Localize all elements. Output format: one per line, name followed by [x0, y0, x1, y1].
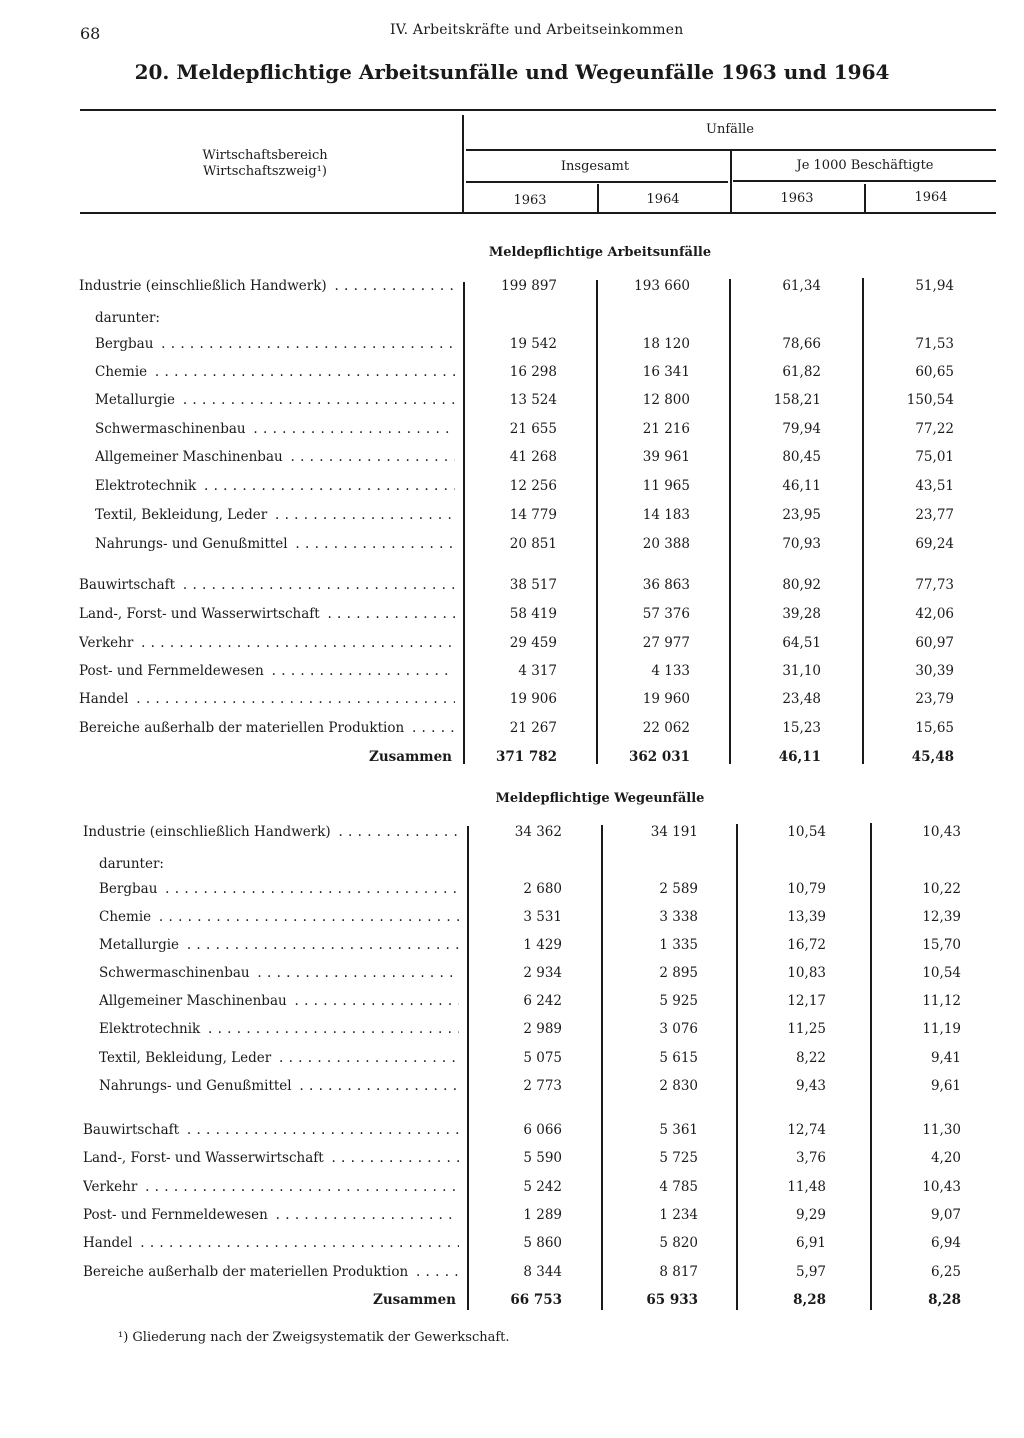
year-header-2: 1964 [646, 192, 680, 207]
table-row [0, 881, 1024, 901]
cell-value: 39,28 [782, 606, 821, 622]
cell-value: 46,11 [782, 478, 821, 494]
cell-value: 9,07 [930, 1207, 961, 1223]
subheader-rule-right [733, 180, 996, 182]
row-label [95, 310, 455, 326]
row-label-text: Handel [79, 691, 131, 707]
cell-value: 57 376 [642, 606, 690, 622]
row-label-text: Metallurgie [95, 392, 178, 408]
table-row [0, 965, 1024, 985]
cell-value: 12,74 [787, 1122, 826, 1138]
subheader-divider [730, 150, 732, 213]
cell-value: 3 076 [659, 1021, 698, 1037]
header-divider-main [462, 115, 464, 213]
row-label [79, 720, 455, 736]
cell-value: 70,93 [782, 536, 821, 552]
table-row [0, 909, 1024, 929]
row-label-header-line1: Wirtschaftsbereich [202, 148, 328, 163]
row-label-text: Textil, Bekleidung, Leder [99, 1050, 274, 1066]
table-row [0, 749, 1024, 769]
table-title: 20. Meldepflichtige Arbeitsunfälle und Wegeunfälle 1963 und 1964 [134, 60, 890, 84]
row-label-text: Handel [83, 1235, 135, 1251]
table-row [0, 1150, 1024, 1170]
cell-value: 21 655 [509, 421, 557, 437]
cell-value: 43,51 [915, 478, 954, 494]
cell-value: 3 338 [659, 909, 698, 925]
cell-value: 4 317 [518, 663, 557, 679]
cell-value: 42,06 [915, 606, 954, 622]
cell-value: 19 960 [642, 691, 690, 707]
cell-value: 10,43 [922, 824, 961, 840]
table-row [0, 536, 1024, 556]
row-label [99, 1050, 459, 1066]
row-label [83, 1150, 459, 1166]
cell-value: 10,54 [787, 824, 826, 840]
cell-value: 21 216 [642, 421, 690, 437]
subheader-je-1000: Je 1000 Beschäftigte [796, 158, 934, 173]
row-label [83, 824, 459, 840]
cell-value: 60,97 [915, 635, 954, 651]
cell-value: 16 298 [509, 364, 557, 380]
row-label [79, 606, 455, 622]
header-top-rule [80, 109, 996, 111]
group-header-unfaelle: Unfälle [706, 122, 754, 137]
cell-value: 1 335 [659, 937, 698, 953]
table-row [0, 937, 1024, 957]
cell-value: 45,48 [911, 749, 954, 765]
cell-value: 9,29 [795, 1207, 826, 1223]
cell-value: 14 779 [509, 507, 557, 523]
cell-value: 34 362 [514, 824, 562, 840]
cell-value: 8,28 [793, 1292, 826, 1308]
row-label-text: Verkehr [83, 1179, 140, 1195]
row-label-text: Industrie (einschließlich Handwerk) [79, 278, 330, 294]
cell-value: 23,95 [782, 507, 821, 523]
cell-value: 1 429 [523, 937, 562, 953]
row-label-text: Nahrungs- und Genußmittel [99, 1078, 295, 1094]
cell-value: 80,45 [782, 449, 821, 465]
cell-value: 4 785 [659, 1179, 698, 1195]
cell-value: 8 344 [523, 1264, 562, 1280]
cell-value: 20 388 [642, 536, 690, 552]
cell-value: 193 660 [634, 278, 690, 294]
cell-value: 150,54 [906, 392, 954, 408]
table-row [0, 1050, 1024, 1070]
row-label-text: darunter: [95, 310, 163, 326]
cell-value: 69,24 [915, 536, 954, 552]
cell-value: 60,65 [915, 364, 954, 380]
row-label [95, 449, 455, 465]
cell-value: 4,20 [930, 1150, 961, 1166]
table-row [0, 421, 1024, 441]
year-header-3: 1963 [780, 191, 814, 206]
cell-value: 27 977 [642, 635, 690, 651]
subheader-insgesamt: Insgesamt [560, 159, 630, 174]
cell-value: 2 830 [659, 1078, 698, 1094]
cell-value: 2 934 [523, 965, 562, 981]
table-row [0, 720, 1024, 740]
cell-value: 31,10 [782, 663, 821, 679]
cell-value: 10,54 [922, 965, 961, 981]
cell-value: 77,73 [915, 577, 954, 593]
table-row [0, 478, 1024, 498]
row-label [99, 909, 459, 925]
row-label-text: Industrie (einschließlich Handwerk) [83, 824, 334, 840]
row-label [79, 663, 455, 679]
row-label [83, 1179, 459, 1195]
table-row [0, 278, 1024, 298]
cell-value: 3,76 [795, 1150, 826, 1166]
cell-value: 14 183 [642, 507, 690, 523]
table-row [0, 635, 1024, 655]
row-label [99, 856, 459, 872]
cell-value: 10,22 [922, 881, 961, 897]
row-label [83, 1122, 459, 1138]
row-label [99, 1078, 459, 1094]
cell-value: 4 133 [651, 663, 690, 679]
row-label-text: Land-, Forst- und Wasserwirtschaft [83, 1150, 327, 1166]
row-label [95, 536, 455, 552]
row-label-text: Schwermaschinenbau [95, 421, 249, 437]
cell-value: 19 542 [509, 336, 557, 352]
cell-value: 12,17 [787, 993, 826, 1009]
table-row [0, 449, 1024, 469]
cell-value: 12,39 [922, 909, 961, 925]
footnote: ¹) Gliederung nach der Zweigsystematik der Gewerkschaft. [118, 1330, 510, 1345]
row-label-text: Bauwirtschaft [79, 577, 178, 593]
cell-value: 11,48 [787, 1179, 826, 1195]
cell-value: 6 066 [523, 1122, 562, 1138]
cell-value: 5 860 [523, 1235, 562, 1251]
cell-value: 2 989 [523, 1021, 562, 1037]
cell-value: 22 062 [642, 720, 690, 736]
cell-value: 65 933 [646, 1292, 698, 1308]
row-label [99, 993, 459, 1009]
cell-value: 11,19 [922, 1021, 961, 1037]
header-bottom-rule [80, 212, 996, 214]
cell-value: 75,01 [915, 449, 954, 465]
cell-value: 158,21 [773, 392, 821, 408]
table-row [0, 1078, 1024, 1098]
cell-value: 15,65 [915, 720, 954, 736]
table-row [0, 1292, 1024, 1312]
row-label [95, 364, 455, 380]
cell-value: 77,22 [915, 421, 954, 437]
cell-value: 6,94 [930, 1235, 961, 1251]
cell-value: 13,39 [787, 909, 826, 925]
cell-value: 41 268 [509, 449, 557, 465]
row-label-text: Post- und Fernmeldewesen [83, 1207, 271, 1223]
row-label [95, 336, 455, 352]
cell-value: 15,23 [782, 720, 821, 736]
row-label [339, 1292, 459, 1308]
cell-value: 12 256 [509, 478, 557, 494]
table-row [0, 663, 1024, 683]
subheader-rule-left [466, 181, 728, 183]
running-head: IV. Arbeitskräfte und Arbeitseinkommen [390, 22, 684, 38]
section-title-arbeitsunfaelle: Meldepflichtige Arbeitsunfälle [488, 245, 712, 260]
cell-value: 18 120 [642, 336, 690, 352]
cell-value: 2 680 [523, 881, 562, 897]
row-label-text: Allgemeiner Maschinenbau [95, 449, 286, 465]
cell-value: 46,11 [778, 749, 821, 765]
row-label-text: Bauwirtschaft [83, 1122, 182, 1138]
cell-value: 13 524 [509, 392, 557, 408]
cell-value: 11 965 [642, 478, 690, 494]
cell-value: 61,34 [782, 278, 821, 294]
cell-value: 61,82 [782, 364, 821, 380]
row-label-header [150, 148, 380, 180]
row-label-text: Chemie [99, 909, 154, 925]
year-header-4: 1964 [914, 190, 948, 205]
row-label [79, 691, 455, 707]
row-label-text: Nahrungs- und Genußmittel [95, 536, 291, 552]
cell-value: 30,39 [915, 663, 954, 679]
cell-value: 29 459 [509, 635, 557, 651]
cell-value: 79,94 [782, 421, 821, 437]
row-label-text: Elektrotechnik [99, 1021, 203, 1037]
row-label-text: Bergbau [99, 881, 160, 897]
row-label [95, 392, 455, 408]
row-label [79, 635, 455, 651]
cell-value: 51,94 [915, 278, 954, 294]
row-label [99, 881, 459, 897]
row-label-text: Zusammen [369, 749, 455, 765]
table-row [0, 1179, 1024, 1199]
year-divider-3 [864, 184, 866, 212]
row-label [83, 1207, 459, 1223]
cell-value: 6 242 [523, 993, 562, 1009]
table-row [0, 364, 1024, 384]
cell-value: 6,91 [795, 1235, 826, 1251]
cell-value: 20 851 [509, 536, 557, 552]
cell-value: 5 615 [659, 1050, 698, 1066]
table-row [0, 606, 1024, 626]
cell-value: 23,48 [782, 691, 821, 707]
cell-value: 71,53 [915, 336, 954, 352]
table-row [0, 577, 1024, 597]
row-label-text: Post- und Fernmeldewesen [79, 663, 267, 679]
table-row [0, 1207, 1024, 1227]
cell-value: 2 589 [659, 881, 698, 897]
cell-value: 21 267 [509, 720, 557, 736]
cell-value: 10,79 [787, 881, 826, 897]
year-header-1: 1963 [513, 193, 547, 208]
cell-value: 9,61 [930, 1078, 961, 1094]
table-row [0, 824, 1024, 844]
cell-value: 19 906 [509, 691, 557, 707]
table-row [0, 1021, 1024, 1041]
cell-value: 11,25 [787, 1021, 826, 1037]
cell-value: 34 191 [650, 824, 698, 840]
table-row [0, 392, 1024, 412]
row-label-text: Elektrotechnik [95, 478, 199, 494]
cell-value: 9,41 [930, 1050, 961, 1066]
row-label-text: Allgemeiner Maschinenbau [99, 993, 290, 1009]
cell-value: 1 234 [659, 1207, 698, 1223]
row-label [99, 1021, 459, 1037]
cell-value: 362 031 [628, 749, 690, 765]
cell-value: 5 925 [659, 993, 698, 1009]
row-label [83, 1264, 459, 1280]
row-label [79, 577, 455, 593]
cell-value: 5 075 [523, 1050, 562, 1066]
row-label [83, 1235, 459, 1251]
cell-value: 39 961 [642, 449, 690, 465]
row-label-text: Bereiche außerhalb der materiellen Produktion [79, 720, 407, 736]
cell-value: 16 341 [642, 364, 690, 380]
cell-value: 5 725 [659, 1150, 698, 1166]
table-row [0, 993, 1024, 1013]
table-row [0, 336, 1024, 356]
cell-value: 1 289 [523, 1207, 562, 1223]
row-label [95, 478, 455, 494]
year-divider-1 [597, 184, 599, 212]
cell-value: 5 820 [659, 1235, 698, 1251]
cell-value: 16,72 [787, 937, 826, 953]
cell-value: 10,43 [922, 1179, 961, 1195]
cell-value: 11,30 [922, 1122, 961, 1138]
cell-value: 11,12 [922, 993, 961, 1009]
cell-value: 199 897 [501, 278, 557, 294]
cell-value: 5,97 [795, 1264, 826, 1280]
section-title-wegeunfaelle: Meldepflichtige Wegeunfälle [495, 791, 705, 806]
row-label-text: Chemie [95, 364, 150, 380]
cell-value: 66 753 [510, 1292, 562, 1308]
row-label [99, 965, 459, 981]
table-row [0, 1235, 1024, 1255]
cell-value: 23,77 [915, 507, 954, 523]
table-row [0, 1122, 1024, 1142]
row-label-text: Zusammen [373, 1292, 459, 1308]
table-row [0, 507, 1024, 527]
cell-value: 12 800 [642, 392, 690, 408]
cell-value: 5 361 [659, 1122, 698, 1138]
row-label-text: darunter: [99, 856, 167, 872]
cell-value: 3 531 [523, 909, 562, 925]
cell-value: 5 590 [523, 1150, 562, 1166]
page-number: 68 [80, 24, 101, 43]
cell-value: 2 895 [659, 965, 698, 981]
row-label [79, 278, 455, 294]
cell-value: 10,83 [787, 965, 826, 981]
cell-value: 36 863 [642, 577, 690, 593]
cell-value: 9,43 [795, 1078, 826, 1094]
row-label [99, 937, 459, 953]
table-row [0, 310, 1024, 330]
row-label-header-line2: Wirtschaftszweig¹) [203, 164, 327, 179]
row-label-text: Land-, Forst- und Wasserwirtschaft [79, 606, 323, 622]
cell-value: 2 773 [523, 1078, 562, 1094]
cell-value: 8 817 [659, 1264, 698, 1280]
row-label-text: Bergbau [95, 336, 156, 352]
cell-value: 8,28 [928, 1292, 961, 1308]
table-row [0, 856, 1024, 876]
row-label [95, 507, 455, 523]
cell-value: 23,79 [915, 691, 954, 707]
cell-value: 64,51 [782, 635, 821, 651]
table-row [0, 691, 1024, 711]
row-label-text: Verkehr [79, 635, 136, 651]
cell-value: 5 242 [523, 1179, 562, 1195]
table-row [0, 1264, 1024, 1284]
cell-value: 58 419 [509, 606, 557, 622]
cell-value: 38 517 [509, 577, 557, 593]
row-label [95, 421, 455, 437]
cell-value: 80,92 [782, 577, 821, 593]
row-label-text: Bereiche außerhalb der materiellen Produktion [83, 1264, 411, 1280]
cell-value: 78,66 [782, 336, 821, 352]
cell-value: 6,25 [930, 1264, 961, 1280]
cell-value: 371 782 [495, 749, 557, 765]
cell-value: 15,70 [922, 937, 961, 953]
row-label-text: Metallurgie [99, 937, 182, 953]
cell-value: 8,22 [795, 1050, 826, 1066]
row-label-text: Textil, Bekleidung, Leder [95, 507, 270, 523]
row-label-text: Schwermaschinenbau [99, 965, 253, 981]
